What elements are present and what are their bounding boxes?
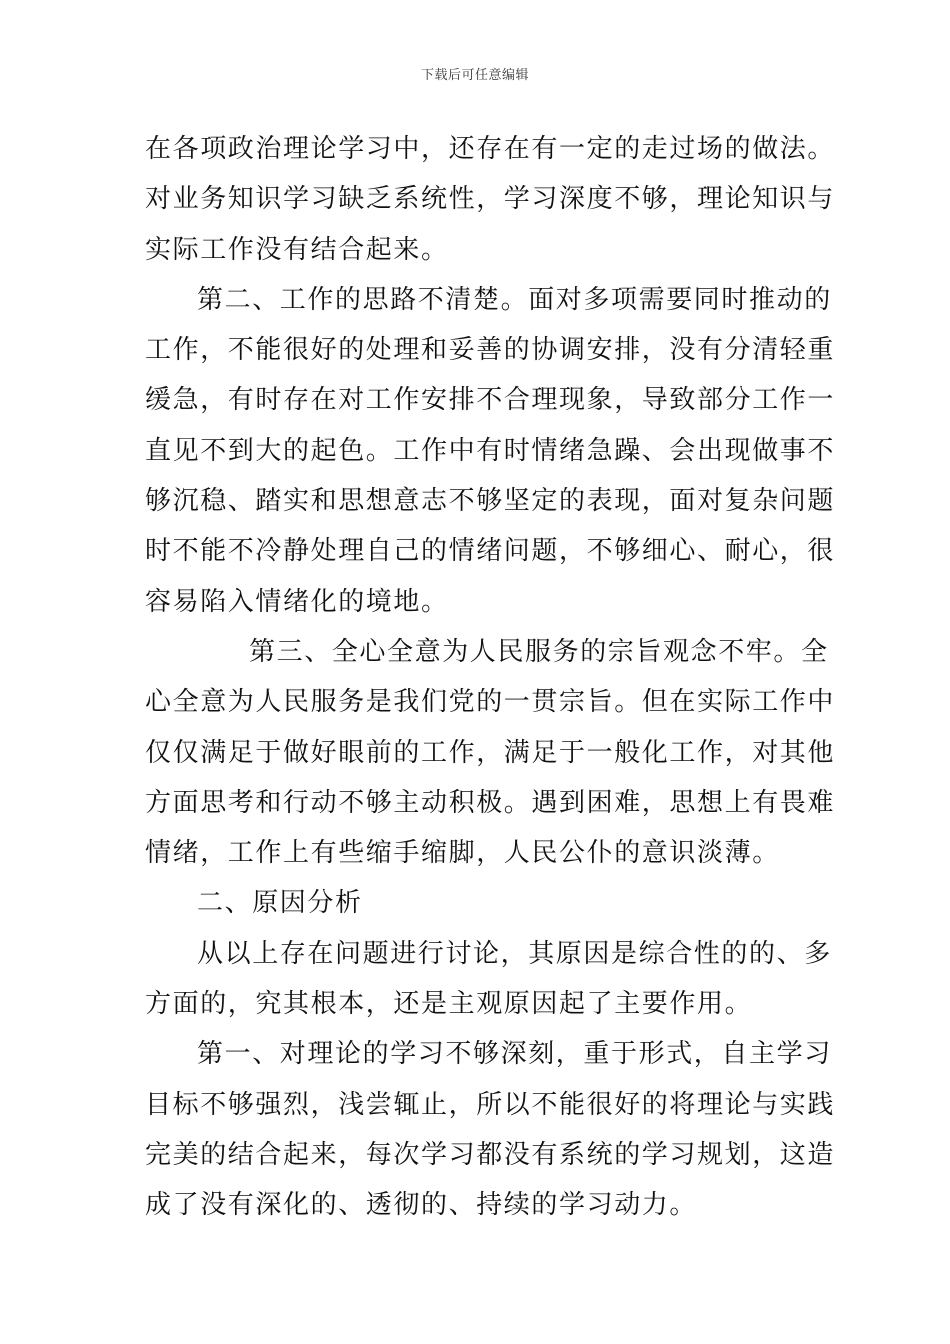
text-line: 方面思考和行动不够主动积极。遇到困难，思想上有畏难: [145, 787, 836, 818]
text-line: 时不能不冷静处理自己的情绪问题，不够细心、耐心，很: [145, 536, 836, 567]
text-line: 对业务知识学习缺乏系统性，学习深度不够，理论知识与: [145, 184, 836, 215]
text-line: 成了没有深化的、透彻的、持续的学习动力。: [145, 1190, 698, 1221]
paragraph-start-line: 第二、工作的思路不清楚。面对多项需要同时推动的: [197, 284, 832, 315]
text-line: 完美的结合起来，每次学习都没有系统的学习规划，这造: [145, 1139, 836, 1170]
text-line: 工作，不能很好的处理和妥善的协调安排，没有分清轻重: [145, 335, 836, 366]
text-line: 缓急，有时存在对工作安排不合理现象，导致部分工作一: [145, 385, 836, 416]
text-line: 目标不够强烈，浅尝辄止，所以不能很好的将理论与实践: [145, 1089, 836, 1120]
paragraph-start-line: 第一、对理论的学习不够深刻，重于形式，自主学习: [197, 1039, 832, 1070]
text-line: 容易陷入情绪化的境地。: [145, 586, 449, 617]
paragraph-start-line: 从以上存在问题进行讨论，其原因是综合性的的、多: [197, 938, 832, 969]
text-line: 方面的，究其根本，还是主观原因起了主要作用。: [145, 989, 753, 1020]
text-line: 直见不到大的起色。工作中有时情绪急躁、会出现做事不: [145, 435, 836, 466]
text-line: 仅仅满足于做好眼前的工作，满足于一般化工作，对其他: [145, 737, 836, 768]
document-body: [145, 124, 836, 1231]
text-line: 情绪，工作上有些缩手缩脚，人民公仆的意识淡薄。: [145, 838, 780, 869]
page-header: 下载后可任意编辑: [420, 68, 529, 83]
paragraph-start-line: 第三、全心全意为人民服务的宗旨观念不牢。全: [249, 636, 829, 667]
text-line: 实际工作没有结合起来。: [145, 234, 449, 265]
section-heading: 二、原因分析: [197, 888, 363, 919]
text-line: 心全意为人民服务是我们党的一贯宗旨。但在实际工作中: [145, 687, 836, 718]
text-line: 够沉稳、踏实和思想意志不够坚定的表现，面对复杂问题: [145, 486, 836, 517]
text-line: 在各项政治理论学习中，还存在有一定的走过场的做法。: [145, 134, 836, 164]
